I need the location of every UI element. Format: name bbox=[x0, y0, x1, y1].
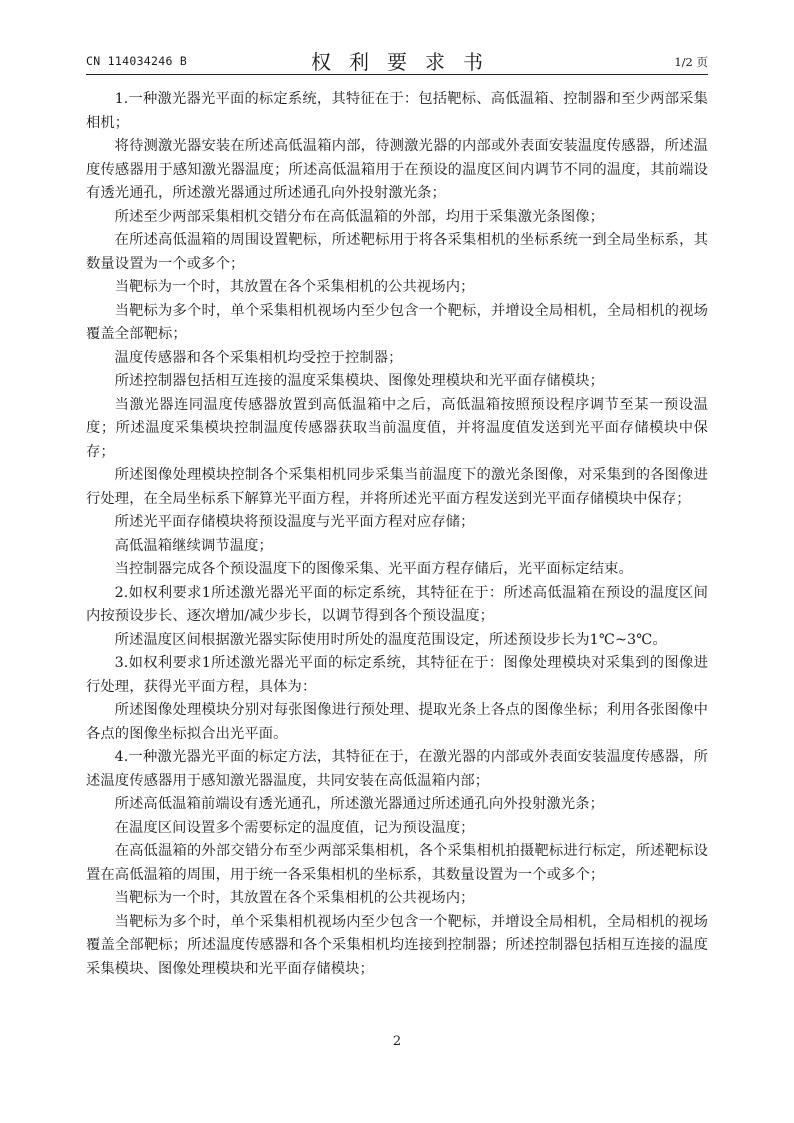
claim-paragraph: 将待测激光器安装在所述高低温箱内部，待测激光器的内部或外表面安装温度传感器，所述温度传感器用于感知激光器温度；所述高低温箱用于在预设的温度区间内调节不同的温度，其前端设有透光通孔，所述激光器通过所述通孔向外投射激光条； bbox=[86, 138, 708, 201]
claim-paragraph: 当靶标为一个时，其放置在各个采集相机的公共视场内； bbox=[114, 279, 475, 295]
claim-paragraph: 在高低温箱的外部交错分布至少两部采集相机，各个采集相机拍摄靶标进行标定，所述靶标设置在高低温箱的周围，用于统一各采集相机的坐标系，其数量设置为一个或多个； bbox=[86, 843, 708, 883]
patent-number: CN 114034246 B bbox=[86, 54, 188, 68]
claim-paragraph: 在所述高低温箱的周围设置靶标，所述靶标用于将各采集相机的坐标系统一到全局坐标系，其数量设置为一个或多个； bbox=[86, 232, 708, 272]
claim-paragraph: 2.如权利要求1所述激光器光平面的标定系统，其特征在于：所述高低温箱在预设的温度区间内按预设步长、逐次增加/减少步长，以调节得到各个预设温度； bbox=[86, 584, 708, 624]
claim-paragraph: 当激光器连同温度传感器放置到高低温箱中之后，高低温箱按照预设程序调节至某一预设温度；所述温度采集模块控制温度传感器获取当前温度值，并将温度值发送到光平面存储模块中保存； bbox=[86, 396, 708, 460]
claim-paragraph: 1.一种激光器光平面的标定系统，其特征在于：包括靶标、高低温箱、控制器和至少两部采集相机； bbox=[86, 91, 708, 131]
claim-paragraph: 温度传感器和各个采集相机均受控于控制器； bbox=[114, 349, 403, 366]
claim-paragraph: 所述图像处理模块分别对每张图像进行预处理、提取光条上各点的图像坐标；利用各张图像中各点的图像坐标拟合出光平面。 bbox=[86, 702, 708, 742]
claims-body bbox=[86, 88, 708, 981]
claim-paragraph: 高低温箱继续调节温度； bbox=[114, 537, 273, 554]
page-indicator: 1/2 页 bbox=[674, 55, 708, 69]
document-title: 权利要求书 bbox=[311, 50, 501, 74]
claim-paragraph: 所述光平面存储模块将预设温度与光平面方程对应存储； bbox=[114, 514, 475, 530]
page-number: 2 bbox=[392, 1034, 402, 1049]
claim-paragraph: 4.一种激光器光平面的标定方法，其特征在于，在激光器的内部或外表面安装温度传感器，所述温度传感器用于感知激光器温度，共同安装在高低温箱内部； bbox=[86, 749, 708, 789]
header-divider bbox=[86, 74, 708, 75]
page-header bbox=[86, 44, 708, 74]
claim-paragraph: 当控制器完成各个预设温度下的图像采集、光平面方程存储后，光平面标定结束。 bbox=[114, 561, 633, 577]
claim-paragraph: 所述温度区间根据激光器实际使用时所处的温度范围设定，所述预设步长为1℃~3℃。 bbox=[114, 631, 667, 648]
claim-paragraph: 在温度区间设置多个需要标定的温度值，记为预设温度； bbox=[114, 819, 475, 836]
claim-paragraph: 当靶标为多个时，单个采集相机视场内至少包含一个靶标，并增设全局相机，全局相机的视场覆盖全部靶标；所述温度传感器和各个采集相机均连接到控制器；所述控制器包括相互连接的温度采集模块、图像处理模块和光平面存储模块； bbox=[86, 913, 708, 977]
claim-paragraph: 所述图像处理模块控制各个采集相机同步采集当前温度下的激光条图像，对采集到的各图像进行处理，在全局坐标系下解算光平面方程，并将所述光平面方程发送到光平面存储模块中保存； bbox=[86, 467, 708, 507]
claim-paragraph: 所述控制器包括相互连接的温度采集模块、图像处理模块和光平面存储模块； bbox=[114, 373, 605, 389]
claim-paragraph: 所述高低温箱前端设有透光通孔，所述激光器通过所述通孔向外投射激光条； bbox=[114, 796, 605, 812]
claim-paragraph: 当靶标为多个时，单个采集相机视场内至少包含一个靶标，并增设全局相机，全局相机的视场覆盖全部靶标； bbox=[86, 302, 708, 342]
claim-paragraph: 所述至少两部采集相机交错分布在高低温箱的外部，均用于采集激光条图像； bbox=[114, 208, 605, 225]
claim-paragraph: 3.如权利要求1所述激光器光平面的标定系统，其特征在于：图像处理模块对采集到的图像进行处理，获得光平面方程，具体为： bbox=[86, 655, 708, 695]
claim-paragraph: 当靶标为一个时，其放置在各个采集相机的公共视场内； bbox=[114, 890, 475, 906]
